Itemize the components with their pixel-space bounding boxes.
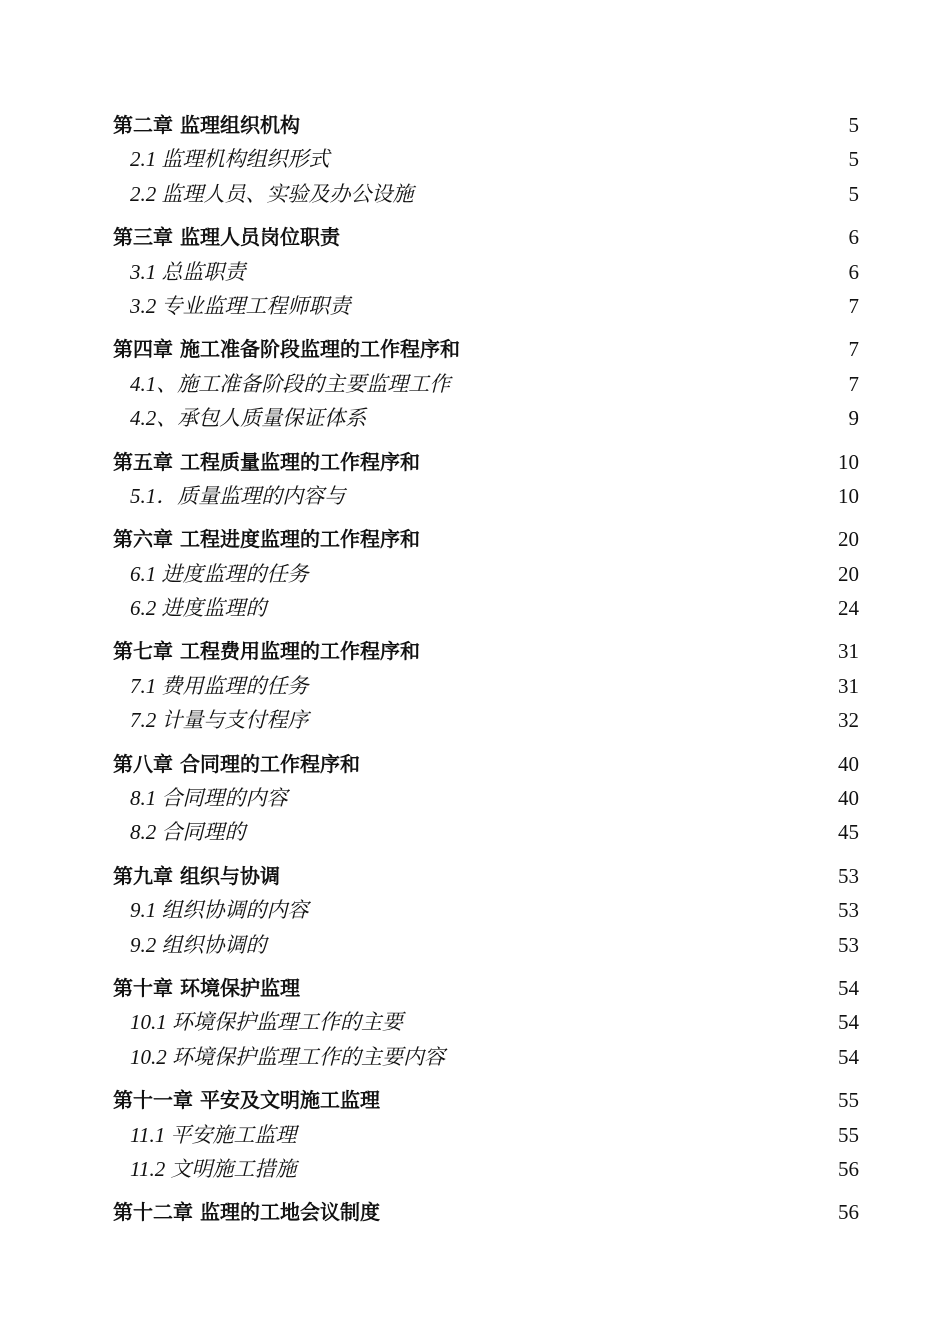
section-title: 10.1 环境保护监理工作的主要 (130, 1010, 403, 1035)
chapter-title: 第十章 环境保护监理 (113, 975, 300, 1000)
section-title: 7.1 费用监理的任务 (130, 673, 309, 698)
section-page-number: 24 (838, 596, 859, 621)
toc-chapter-entry[interactable] (113, 971, 859, 1005)
chapter-page-number: 40 (838, 751, 859, 776)
toc-section-entry[interactable] (113, 669, 859, 703)
section-title: 3.2 专业监理工程师职责 (130, 293, 351, 318)
toc-chapter (113, 522, 859, 625)
section-title: 6.2 进度监理的 (130, 596, 267, 621)
section-page-number: 56 (838, 1156, 859, 1181)
chapter-page-number: 31 (838, 639, 859, 664)
toc-chapter-entry[interactable] (113, 747, 859, 781)
section-title: 4.2、承包人质量保证体系 (130, 406, 367, 431)
toc-section-entry[interactable] (113, 1040, 859, 1074)
toc-chapter (113, 1195, 859, 1229)
section-page-number: 7 (848, 371, 859, 396)
section-page-number: 32 (838, 708, 859, 733)
toc-chapter (113, 332, 859, 435)
section-title: 9.1 组织协调的内容 (130, 898, 309, 923)
section-title: 11.2 文明施工措施 (130, 1156, 297, 1181)
toc-section-entry[interactable] (113, 781, 859, 815)
toc-section-entry[interactable] (113, 142, 859, 176)
toc-chapter (113, 747, 859, 850)
section-page-number: 5 (848, 147, 859, 172)
section-page-number: 31 (838, 673, 859, 698)
toc-section-entry[interactable] (113, 255, 859, 289)
chapter-page-number: 7 (848, 337, 859, 362)
section-title: 8.2 合同理的 (130, 820, 246, 845)
section-title: 4.1、施工准备阶段的主要监理工作 (130, 371, 451, 396)
chapter-page-number: 5 (848, 113, 859, 137)
toc-chapter-entry[interactable] (113, 1083, 859, 1117)
section-title: 7.2 计量与支付程序 (130, 708, 309, 733)
toc-chapter-entry[interactable] (113, 859, 859, 893)
section-title: 9.2 组织协调的 (130, 932, 267, 957)
chapter-page-number: 56 (838, 1200, 859, 1225)
toc-section-entry[interactable] (113, 557, 859, 591)
toc-section-entry[interactable] (113, 401, 859, 435)
section-page-number: 40 (838, 786, 859, 811)
section-page-number: 45 (838, 820, 859, 845)
chapter-title: 第九章 组织与协调 (113, 863, 280, 888)
section-page-number: 53 (838, 898, 859, 923)
section-page-number: 53 (838, 932, 859, 957)
toc-chapter-entry[interactable] (113, 1195, 859, 1229)
toc-section-entry[interactable] (113, 479, 859, 513)
toc-chapter-entry[interactable] (113, 522, 859, 556)
chapter-page-number: 10 (838, 449, 859, 474)
section-page-number: 6 (848, 259, 859, 284)
section-page-number: 54 (838, 1044, 859, 1069)
toc-section-entry[interactable] (113, 1152, 859, 1186)
chapter-title: 第四章 施工准备阶段监理的工作程序和 (113, 337, 460, 362)
section-title: 5.1．质量监理的内容与 (130, 483, 346, 508)
toc-chapter-entry[interactable] (113, 634, 859, 668)
toc-chapter-entry[interactable] (113, 220, 859, 254)
section-page-number: 20 (838, 561, 859, 586)
toc-chapter (113, 634, 859, 737)
chapter-title: 第十一章 平安及文明施工监理 (113, 1088, 380, 1113)
section-title: 2.1 监理机构组织形式 (130, 147, 330, 172)
toc-chapter (113, 445, 859, 514)
toc-chapter (113, 859, 859, 962)
toc-chapter-entry[interactable] (113, 108, 859, 142)
section-page-number: 55 (838, 1122, 859, 1147)
chapter-page-number: 20 (838, 527, 859, 552)
section-page-number: 9 (848, 406, 859, 431)
section-page-number: 7 (848, 293, 859, 318)
section-title: 2.2 监理人员、实验及办公设施 (130, 181, 414, 206)
toc-section-entry[interactable] (113, 1005, 859, 1039)
toc-section-entry[interactable] (113, 815, 859, 849)
toc-section-entry[interactable] (113, 367, 859, 401)
chapter-page-number: 55 (838, 1088, 859, 1113)
toc-chapter (113, 108, 859, 211)
section-title: 10.2 环境保护监理工作的主要内容 (130, 1044, 445, 1069)
toc-chapter-entry[interactable] (113, 445, 859, 479)
toc-section-entry[interactable] (113, 1118, 859, 1152)
toc-chapter-entry[interactable] (113, 332, 859, 366)
toc-chapter (113, 971, 859, 1074)
toc-section-entry[interactable] (113, 928, 859, 962)
section-title: 11.1 平安施工监理 (130, 1122, 297, 1147)
toc-section-entry[interactable] (113, 893, 859, 927)
toc-section-entry[interactable] (113, 177, 859, 211)
toc-chapter (113, 220, 859, 323)
chapter-page-number: 54 (838, 975, 859, 1000)
section-page-number: 5 (848, 181, 859, 206)
chapter-title: 第八章 合同理的工作程序和 (113, 751, 360, 776)
toc-chapter (113, 1083, 859, 1186)
chapter-title: 第七章 工程费用监理的工作程序和 (113, 639, 420, 664)
toc-section-entry[interactable] (113, 591, 859, 625)
section-page-number: 54 (838, 1010, 859, 1035)
section-page-number: 10 (838, 483, 859, 508)
section-title: 6.1 进度监理的任务 (130, 561, 309, 586)
chapter-title: 第二章 监理组织机构 (113, 113, 300, 137)
chapter-page-number: 53 (838, 863, 859, 888)
chapter-title: 第十二章 监理的工地会议制度 (113, 1200, 380, 1225)
section-title: 3.1 总监职责 (130, 259, 246, 284)
chapter-title: 第六章 工程进度监理的工作程序和 (113, 527, 420, 552)
table-of-contents (113, 108, 859, 1239)
section-title: 8.1 合同理的内容 (130, 786, 288, 811)
toc-section-entry[interactable] (113, 289, 859, 323)
chapter-page-number: 6 (848, 225, 859, 250)
toc-section-entry[interactable] (113, 703, 859, 737)
chapter-title: 第五章 工程质量监理的工作程序和 (113, 449, 420, 474)
chapter-title: 第三章 监理人员岗位职责 (113, 225, 340, 250)
